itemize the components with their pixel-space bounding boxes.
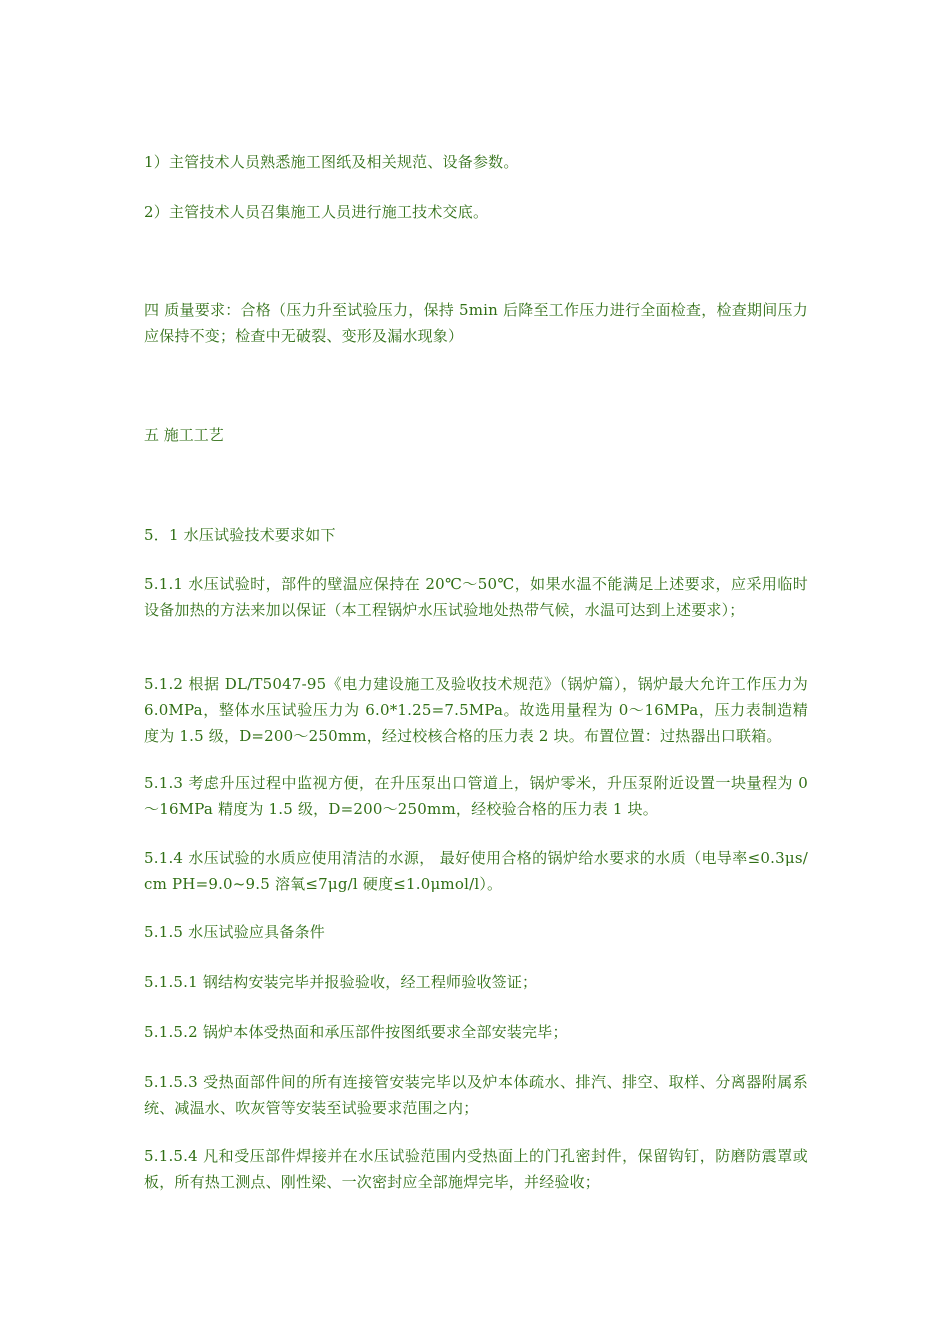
paragraph-5-1-5-3: 5.1.5.3 受热面部件间的所有连接管安装完毕以及炉本体疏水、排汽、排空、取样、分离器附属系统、减温水、吹灰管等安装至试验要求范围之内； <box>144 1073 808 1117</box>
paragraph-5-1-3: 5.1.3 考虑升压过程中监视方便，在升压泵出口管道上，锅炉零米，升压泵附近设置一块量程为 0～16MPa 精度为 1.5 级，D=200～250mm，经校验合格的压力表 1 块。 <box>144 774 808 818</box>
paragraph-5-1-5-1: 5.1.5.1 钢结构安装完毕并报验验收，经工程师验收签证； <box>144 973 538 991</box>
paragraph-5-1-2: 5.1.2 根据 DL/T5047-95《电力建设施工及验收技术规范》（锅炉篇），锅炉最大允许工作压力为 6.0MPa，整体水压试验压力为 6.0*1.25=7.5MPa。故选用量程为 0～16MPa，压力表制造精度为 1.5 级，D=200～250mm，经过校核合格的压力表 2 块。布置位置：过热器出口联箱。 <box>144 675 808 745</box>
paragraph-step-2: 2）主管技术人员召集施工人员进行施工技术交底。 <box>144 203 489 221</box>
paragraph-5-1-4: 5.1.4 水压试验的水质应使用清洁的水源， 最好使用合格的锅炉给水要求的水质（电导率≤0.3μs/cm PH=9.0~9.5 溶氧≤7μg/l 硬度≤1.0μmol/l）。 <box>144 849 808 893</box>
paragraph-5-1-heading: 5．1 水压试验技术要求如下 <box>144 526 336 544</box>
paragraph-5-1-1: 5.1.1 水压试验时，部件的壁温应保持在 20℃～50℃，如果水温不能满足上述要求，应采用临时设备加热的方法来加以保证（本工程锅炉水压试验地处热带气候，水温可达到上述要求）； <box>144 575 808 619</box>
paragraph-5-1-5-4: 5.1.5.4 凡和受压部件焊接并在水压试验范围内受热面上的门孔密封件，保留钩钉，防磨防震罩或板，所有热工测点、刚性梁、一次密封应全部施焊完毕，并经验收； <box>144 1147 808 1191</box>
section-heading-construction-process: 五 施工工艺 <box>144 426 224 444</box>
paragraph-quality-requirements: 四 质量要求：合格（压力升至试验压力，保持 5min 后降至工作压力进行全面检查，检查期间压力应保持不变；检查中无破裂、变形及漏水现象） <box>144 301 808 345</box>
paragraph-5-1-5: 5.1.5 水压试验应具备条件 <box>144 923 325 941</box>
paragraph-5-1-5-2: 5.1.5.2 锅炉本体受热面和承压部件按图纸要求全部安装完毕； <box>144 1023 568 1041</box>
paragraph-step-1: 1）主管技术人员熟悉施工图纸及相关规范、设备参数。 <box>144 153 519 171</box>
